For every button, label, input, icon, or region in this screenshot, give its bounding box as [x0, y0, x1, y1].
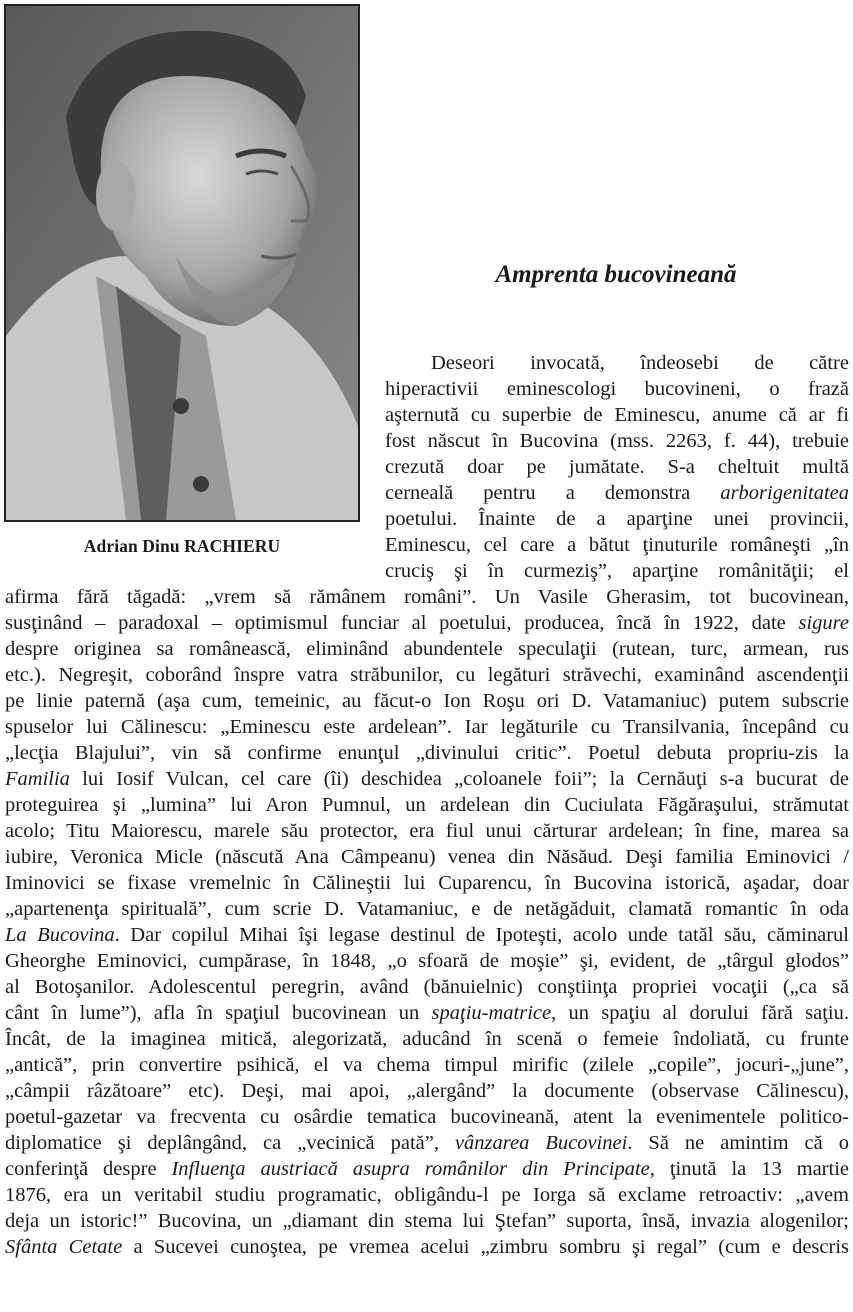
- text-line: [5, 714, 849, 740]
- text-line: [5, 896, 849, 922]
- text-segment: poetului. Înainte de a aparţine unei provincii,: [385, 508, 849, 530]
- text-segment: . Dar copilul Mihai îşi legase destinul de Ipoteşti, acolo unde tatăl său, căminarul: [114, 924, 849, 946]
- text-segment: susţinând – paradoxal – optimismul funciar al poetului, producea, încă în 1922, date: [5, 612, 799, 634]
- text-line: [385, 480, 849, 506]
- text-line: [5, 818, 849, 844]
- text-segment: cerneală pentru a demonstra: [385, 482, 721, 504]
- text-line: [5, 610, 849, 636]
- text-segment: acolo; Titu Maiorescu, marele său protector, era fiul unui cărturar ardelean; în fine, marea sa: [5, 820, 849, 842]
- text-segment: hiperactivii eminescologi bucovineni, o frază: [385, 378, 849, 400]
- text-segment: pe linie paternă (aşa cum, temeinic, au făcut-o Ion Roşu ori D. Vatamaniuc) putem subscrie: [5, 690, 849, 712]
- text-line: [385, 558, 849, 584]
- text-segment: aşternută cu superbie de Eminescu, anume că ar fi: [385, 404, 849, 426]
- text-segment: deja un istoric!” Bucovina, un „diamant din stema lui Ştefan” suporta, însă, invazia alogenilor;: [5, 1210, 849, 1232]
- text-segment: spuselor lui Călinescu: „Eminescu este ardelean”. Iar legăturile cu Transilvania, începând cu: [5, 716, 849, 738]
- text-segment: despre originea sa românească, eliminând abundentele speculaţii (rutean, turc, armean, rus: [5, 638, 849, 660]
- text-segment: , un spaţiu al dorului fără saţiu.: [551, 1002, 849, 1024]
- text-segment: Eminescu, cel care a bătut ţinuturile româneşti „în: [385, 534, 849, 556]
- italic-text: spaţiu-matrice: [431, 1002, 552, 1024]
- text-segment: Deseori invocată, îndeosebi de către: [431, 352, 849, 374]
- text-line: [5, 766, 849, 792]
- text-line: [5, 1104, 849, 1130]
- text-segment: , ţinută la 13 martie: [649, 1158, 849, 1180]
- text-segment: etc.). Negreşit, coborând înspre vatra străbunilor, cu legături străvechi, examinând ascendenţii: [5, 664, 849, 686]
- italic-text: Sfânta Cetate: [5, 1236, 123, 1258]
- italic-text: Familia: [5, 768, 70, 790]
- text-segment: cânt în lume”), afla în spaţiul bucovinean un: [5, 1002, 432, 1024]
- text-line: [5, 584, 849, 610]
- text-line: [5, 844, 849, 870]
- text-line: [5, 636, 849, 662]
- text-line: [5, 922, 849, 948]
- portrait-photo-icon: [6, 6, 358, 520]
- text-line: [5, 1156, 849, 1182]
- author-portrait-photo: [4, 4, 360, 522]
- text-segment: a Sucevei cunoştea, pe vremea acelui „zimbru sombru şi regal” (cum e descris: [122, 1236, 850, 1258]
- author-name-caption: Adrian Dinu RACHIERU: [83, 536, 281, 556]
- text-segment: Gheorghe Eminovici, cumpărase, în 1848, „o sfoară de moşie” şi, evident, de „târgul glodos”: [5, 950, 849, 972]
- text-line: [5, 1000, 849, 1026]
- text-line: [5, 1052, 849, 1078]
- text-line: [5, 1208, 849, 1234]
- text-line: [385, 454, 849, 480]
- text-segment: fost născut în Bucovina (mss. 2263, f. 44), trebuie: [385, 430, 849, 452]
- text-line: [5, 948, 849, 974]
- text-segment: Iminovici se fixase vremelnic în Călineştii lui Cuparencu, în Bucovina istorică, aşadar, doar: [5, 872, 849, 894]
- text-line: [5, 1182, 849, 1208]
- text-line: [5, 792, 849, 818]
- text-segment: Încât, de la imaginea mitică, alegorizată, aducând în scenă o femeie îndoliată, cu frunte: [5, 1028, 849, 1050]
- text-segment: diplomatice şi deplângând, ca „vecinică pată”,: [5, 1132, 455, 1154]
- text-line: [5, 688, 849, 714]
- text-segment: afirma fără tăgadă: „vrem să rămânem români”. Un Vasile Gherasim, tot bucovinean,: [5, 586, 849, 608]
- text-segment: proteguirea şi „lumina” lui Aron Pumnul, un ardelean din Cuciulata Făgăraşului, strămutat: [5, 794, 849, 816]
- text-line: [5, 662, 849, 688]
- text-line: [385, 350, 849, 376]
- text-line: [5, 1026, 849, 1052]
- text-line: [5, 1234, 849, 1260]
- text-segment: „apartenenţa spirituală”, cum scrie D. Vatamaniuc, e de netăgăduit, clamată romantic în oda: [5, 898, 849, 920]
- italic-text: Influenţa austriacă asupra românilor din Principate: [171, 1158, 650, 1180]
- text-line: [385, 376, 849, 402]
- text-segment: „câmpii râzătoare” etc). Deşi, mai apoi, „alergând” la documente (observase Călinescu),: [5, 1080, 849, 1102]
- text-segment: al Botoşanilor. Adolescentul peregrin, având (bănuielnic) conştiinţa propriei vocaţii („ca să: [5, 976, 849, 998]
- text-segment: 1876, era un veritabil studiu programatic, obligându-l pe Iorga să exclame retroactiv: „avem: [5, 1184, 849, 1206]
- italic-text: vânzarea Bucovinei: [454, 1132, 628, 1154]
- text-line: [5, 1130, 849, 1156]
- text-line: [5, 870, 849, 896]
- text-segment: poetul-gazetar va frecventa cu osârdie tematica bucovineană, atent la evenimentele politico-: [5, 1106, 849, 1128]
- article-title: Amprenta bucovineană: [495, 261, 737, 288]
- text-segment: iubire, Veronica Micle (născută Ana Câmpeanu) venea din Năsăud. Deşi familia Eminovici /: [5, 846, 849, 868]
- text-line: [385, 402, 849, 428]
- italic-text: sigure: [798, 612, 849, 634]
- text-segment: „lecţia Blajului”, vin să confirme enunţul „divinului critic”. Poetul debuta propriu-zis la: [5, 742, 849, 764]
- text-segment: „antică”, prin convertire psihică, el va chema timpul mirific (zilele „copile”, jocuri-„june”,: [5, 1054, 849, 1076]
- text-segment: . Să ne amintim că o: [627, 1132, 849, 1154]
- italic-text: arborigenitatea: [720, 482, 849, 504]
- text-segment: crezută doar pe jumătate. S-a cheltuit multă: [385, 456, 849, 478]
- text-segment: lui Iosif Vulcan, cel care (îi) deschidea „coloanele foii”; la Cernăuţi s-a bucurat de: [69, 768, 849, 790]
- text-line: [5, 974, 849, 1000]
- text-line: [385, 506, 849, 532]
- text-segment: conferinţă despre: [5, 1158, 172, 1180]
- text-line: [5, 1078, 849, 1104]
- text-line: [385, 532, 849, 558]
- text-line: [385, 428, 849, 454]
- italic-text: La Bucovina: [5, 924, 115, 946]
- text-line: [5, 740, 849, 766]
- text-segment: cruciş şi în curmeziş”, aparţine românităţii; el: [385, 560, 849, 582]
